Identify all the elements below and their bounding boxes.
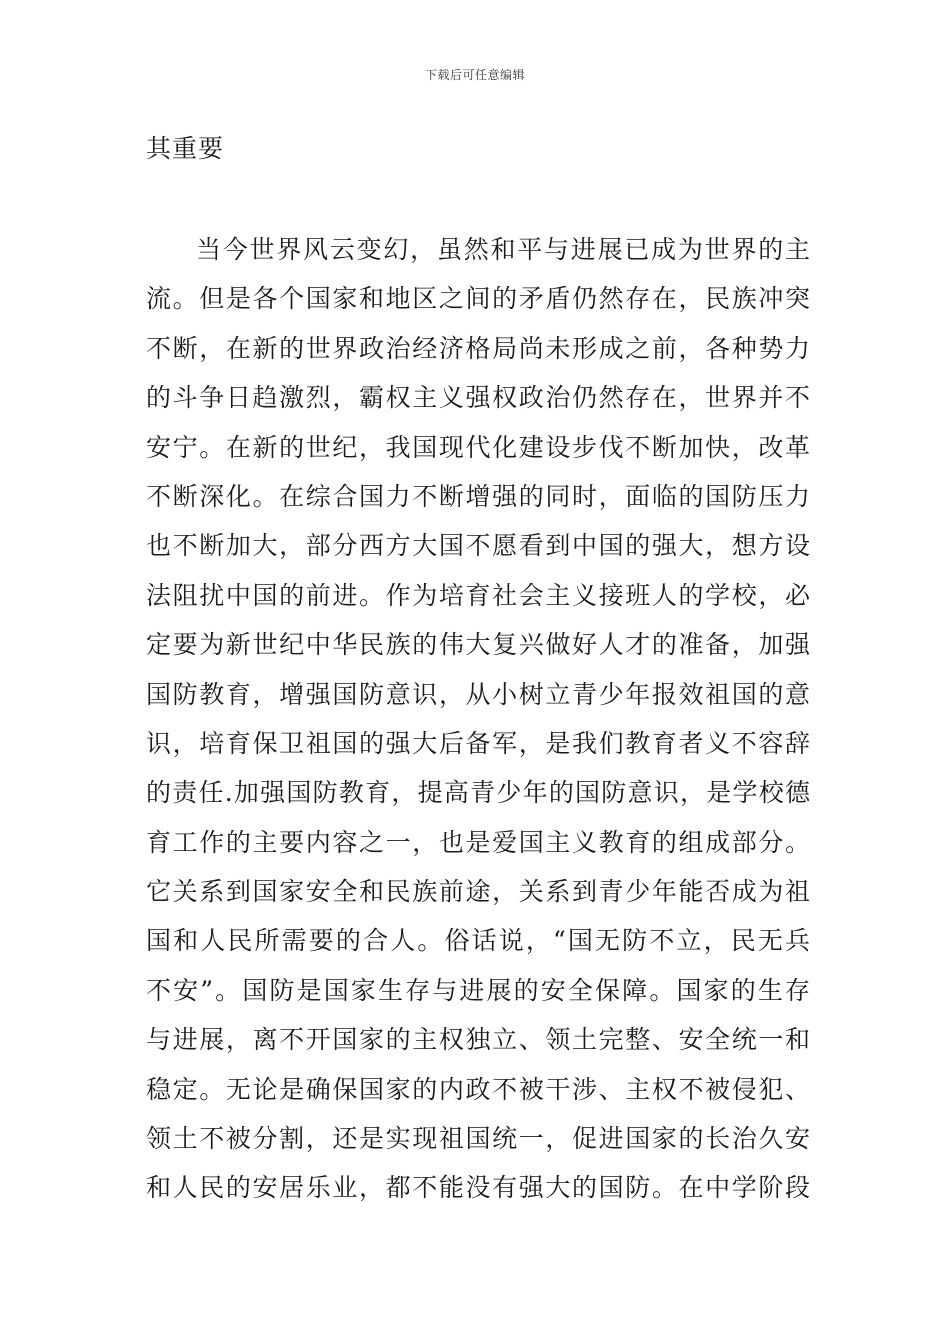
text-line: 的斗争日趋激烈，霸权主义强权政治仍然存在，世界并不 [146, 383, 810, 413]
text-line: 领土不被分割，还是实现祖国统一，促进国家的长治久安 [146, 1124, 810, 1154]
text-line: 安宁。在新的世纪，我国现代化建设步伐不断加快，改革 [146, 432, 810, 462]
body-paragraph [146, 230, 810, 1218]
page-header-note: 下载后可任意编辑 [424, 68, 525, 82]
section-heading: 其重要 [146, 134, 225, 163]
text-line: 法阻扰中国的前进。作为培育社会主义接班人的学校，必 [146, 580, 810, 610]
text-line: 它关系到国家安全和民族前途，关系到青少年能否成为祖 [146, 877, 810, 907]
text-line: 不安”。国防是国家生存与进展的安全保障。国家的生存 [146, 975, 810, 1005]
text-line: 的责任.加强国防教育，提高青少年的国防意识，是学校德 [146, 778, 810, 808]
text-line: 育工作的主要内容之一，也是爱国主义教育的组成部分。 [146, 827, 810, 857]
text-line: 国和人民所需要的合人。俗话说，“国无防不立，民无兵 [146, 926, 810, 956]
text-line: 当今世界风云变幻，虽然和平与进展已成为世界的主 [196, 235, 810, 264]
text-line: 不断，在新的世界政治经济格局尚未形成之前，各种势力 [146, 333, 810, 363]
text-line: 不断深化。在综合国力不断增强的同时，面临的国防压力 [146, 481, 810, 511]
text-line: 识，培育保卫祖国的强大后备军，是我们教育者义不容辞 [146, 728, 810, 758]
text-line: 也不断加大，部分西方大国不愿看到中国的强大，想方设 [146, 531, 810, 561]
text-line: 稳定。无论是确保国家的内政不被干涉、主权不被侵犯、 [146, 1074, 810, 1104]
text-line: 定要为新世纪中华民族的伟大复兴做好人才的准备，加强 [146, 630, 810, 660]
text-line: 和人民的安居乐业，都不能没有强大的国防。在中学阶段 [146, 1173, 810, 1203]
text-line: 与进展，离不开国家的主权独立、领土完整、安全统一和 [146, 1025, 810, 1055]
text-line: 流。但是各个国家和地区之间的矛盾仍然存在，民族冲突 [146, 284, 810, 314]
text-line: 国防教育，增强国防意识，从小树立青少年报效祖国的意 [146, 679, 810, 709]
